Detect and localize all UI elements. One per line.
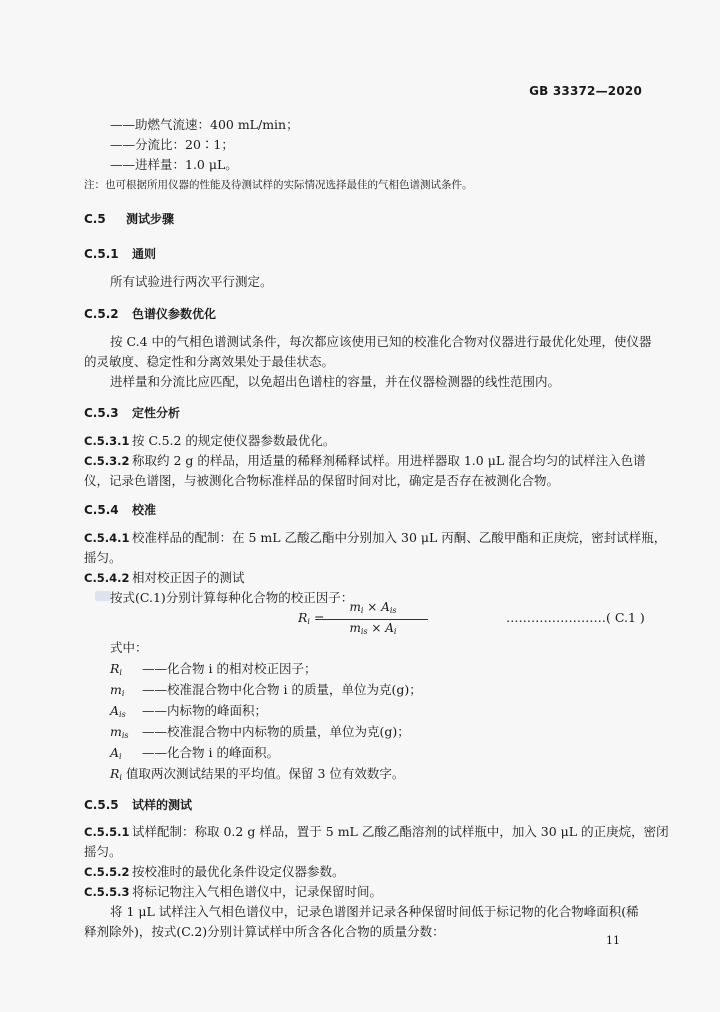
- formula-equals: =: [309, 610, 325, 625]
- formula-fraction: [318, 600, 428, 639]
- result-note: [110, 766, 404, 786]
- where-label: 式中：: [110, 640, 148, 655]
- section-number: C.5.4: [84, 503, 119, 517]
- paragraph-line: 的灵敏度、稳定性和分离效果处于最佳状态。: [84, 354, 335, 369]
- variable-symbol: [110, 682, 142, 702]
- section-heading: [84, 246, 156, 262]
- subsection: [84, 864, 345, 880]
- page-number: 11: [606, 934, 620, 947]
- subsection-text: 称取约 2 g 的样品，用适量的稀释剂稀释试样。用进样器取 1.0 μL 混合均匀的试样注入色谱: [132, 453, 646, 468]
- variable-definition: [110, 682, 422, 702]
- subscript: i: [121, 689, 125, 698]
- equation-number: ……………………( C.1 ): [506, 610, 645, 625]
- fraction-bar: [318, 619, 428, 620]
- symbol: m: [110, 682, 122, 697]
- subsection-text: 将标记物注入气相色谱仪中，记录保留时间。: [132, 884, 383, 899]
- formula-intro: 按式(C.1)分别计算每种化合物的校正因子：: [110, 590, 354, 605]
- subsection-text: 校准样品的配制：在 5 mL 乙酸乙酯中分别加入 30 μL 丙酮、乙酸甲酯和正庚烷，密封试样瓶，: [132, 530, 667, 545]
- subsection: [84, 824, 669, 840]
- paragraph-line: 摇匀。: [84, 550, 122, 565]
- subsection-text: 按校准时的最优化条件设定仪器参数。: [132, 864, 345, 879]
- formula-denominator: [318, 621, 428, 639]
- section-heading: [84, 502, 156, 518]
- subsection-text: 按 C.5.2 的规定使仪器参数最优化。: [132, 433, 336, 448]
- paragraph-line: 将 1 μL 试样注入气相色谱仪中，记录色谱图并记录各种保留时间低于标记物的化合物峰面积(稀: [110, 904, 639, 919]
- subsection: [84, 570, 245, 586]
- subscript: i: [119, 773, 122, 782]
- variable-symbol: [110, 745, 142, 765]
- subsection: [84, 884, 382, 900]
- subscript: is: [121, 731, 129, 740]
- section-heading: [84, 405, 180, 421]
- subsection: [84, 453, 646, 469]
- variable-symbol: [110, 724, 142, 744]
- variable-desc: ——校准混合物中内标物的质量，单位为克(g)；: [142, 724, 410, 739]
- variable-symbol: [110, 766, 122, 781]
- variable-symbol: [110, 703, 142, 723]
- symbol: R: [110, 766, 120, 781]
- section-heading: [84, 797, 192, 813]
- subsection-number: C.5.5.2: [84, 865, 130, 879]
- subsection-text: 试样配制：称取 0.2 g 样品，置于 5 mL 乙酸乙酯溶剂的试样瓶中，加入 30 μL 的正庚烷，密闭: [132, 824, 669, 839]
- subsection-number: C.5.5.3: [84, 885, 130, 899]
- numerator-middle: × A: [363, 600, 390, 614]
- symbol: A: [110, 745, 120, 760]
- result-note-text: 值取两次测试结果的平均值。保留 3 位有效数字。: [125, 766, 405, 781]
- symbol: A: [110, 703, 120, 718]
- variable-definition: [110, 724, 410, 744]
- section-number: C.5.2: [84, 307, 119, 321]
- section-number: C.5.1: [84, 247, 119, 261]
- variable-desc: ——化合物 i 的峰面积。: [142, 745, 279, 760]
- section-heading: [84, 211, 174, 227]
- denominator-symbol: m: [349, 621, 361, 635]
- section-title: 试样的测试: [132, 798, 193, 812]
- paragraph-line: 摇匀。: [84, 844, 122, 859]
- paragraph-line: 释剂除外)，按式(C.2)分别计算试样中所含各化合物的质量分数：: [84, 924, 445, 939]
- standard-number: GB 33372—2020: [529, 84, 642, 98]
- subscript: i: [119, 668, 122, 677]
- numerator-subscript: is: [389, 606, 397, 615]
- formula-lhs-symbol: R: [298, 610, 308, 625]
- variable-symbol: [110, 661, 142, 681]
- subsection-number: C.5.3.1: [84, 434, 130, 448]
- section-title: 定性分析: [132, 406, 181, 420]
- variable-definition: [110, 703, 267, 723]
- stamp-mark: [95, 591, 111, 601]
- paragraph-line: 仪，记录色谱图，与被测化合物标准样品的保留时间对比，确定是否存在被测化合物。: [84, 473, 560, 488]
- subsection-number: C.5.4.1: [84, 531, 130, 545]
- subsection-number: C.5.5.1: [84, 825, 130, 839]
- section-heading: [84, 306, 216, 322]
- section-title: 测试步骤: [126, 212, 175, 226]
- subsection-number: C.5.4.2: [84, 571, 130, 585]
- subscript: i: [119, 752, 122, 761]
- symbol: R: [110, 661, 120, 676]
- subscript: is: [119, 710, 126, 719]
- numerator-symbol: m: [349, 600, 361, 614]
- paragraph: 所有试验进行两次平行测定。: [110, 274, 273, 289]
- formula-numerator: [318, 600, 428, 618]
- denominator-subscript: is: [360, 627, 368, 636]
- subsection-title: 相对校正因子的测试: [132, 570, 245, 585]
- section-title: 色谱仪参数优化: [132, 307, 217, 321]
- denominator-middle: × A: [367, 621, 394, 635]
- section-title: 校准: [132, 503, 157, 517]
- formula-lhs-subscript: i: [307, 617, 310, 626]
- symbol: m: [110, 724, 122, 739]
- paragraph: 进样量和分流比应匹配，以免超出色谱柱的容量，并在仪器检测器的线性范围内。: [110, 374, 561, 389]
- paragraph-line: 按 C.4 中的气相色谱测试条件，每次都应该使用已知的校准化合物对仪器进行最优化处理，使仪器: [110, 334, 652, 349]
- subsection: [84, 530, 666, 546]
- condition-item: ——助燃气流速：400 mL/min；: [110, 117, 299, 132]
- variable-definition: [110, 745, 279, 765]
- variable-desc: ——化合物 i 的相对校正因子；: [142, 661, 317, 676]
- section-number: C.5.5: [84, 798, 119, 812]
- note: 注：也可根据所用仪器的性能及待测试样的实际情况选择最佳的气相色谱测试条件。: [84, 179, 473, 191]
- variable-definition: [110, 661, 316, 681]
- condition-item: ——进样量：1.0 μL。: [110, 157, 238, 172]
- section-title: 通则: [132, 247, 157, 261]
- section-number: C.5.3: [84, 406, 119, 420]
- condition-item: ——分流比：20∶1；: [110, 137, 234, 152]
- numerator-subscript: i: [360, 606, 364, 615]
- variable-desc: ——内标物的峰面积；: [142, 703, 268, 718]
- denominator-subscript: i: [393, 627, 397, 636]
- section-number: C.5: [84, 212, 106, 226]
- variable-desc: ——校准混合物中化合物 i 的质量，单位为克(g)；: [142, 682, 422, 697]
- subsection-number: C.5.3.2: [84, 454, 130, 468]
- subsection: [84, 433, 335, 449]
